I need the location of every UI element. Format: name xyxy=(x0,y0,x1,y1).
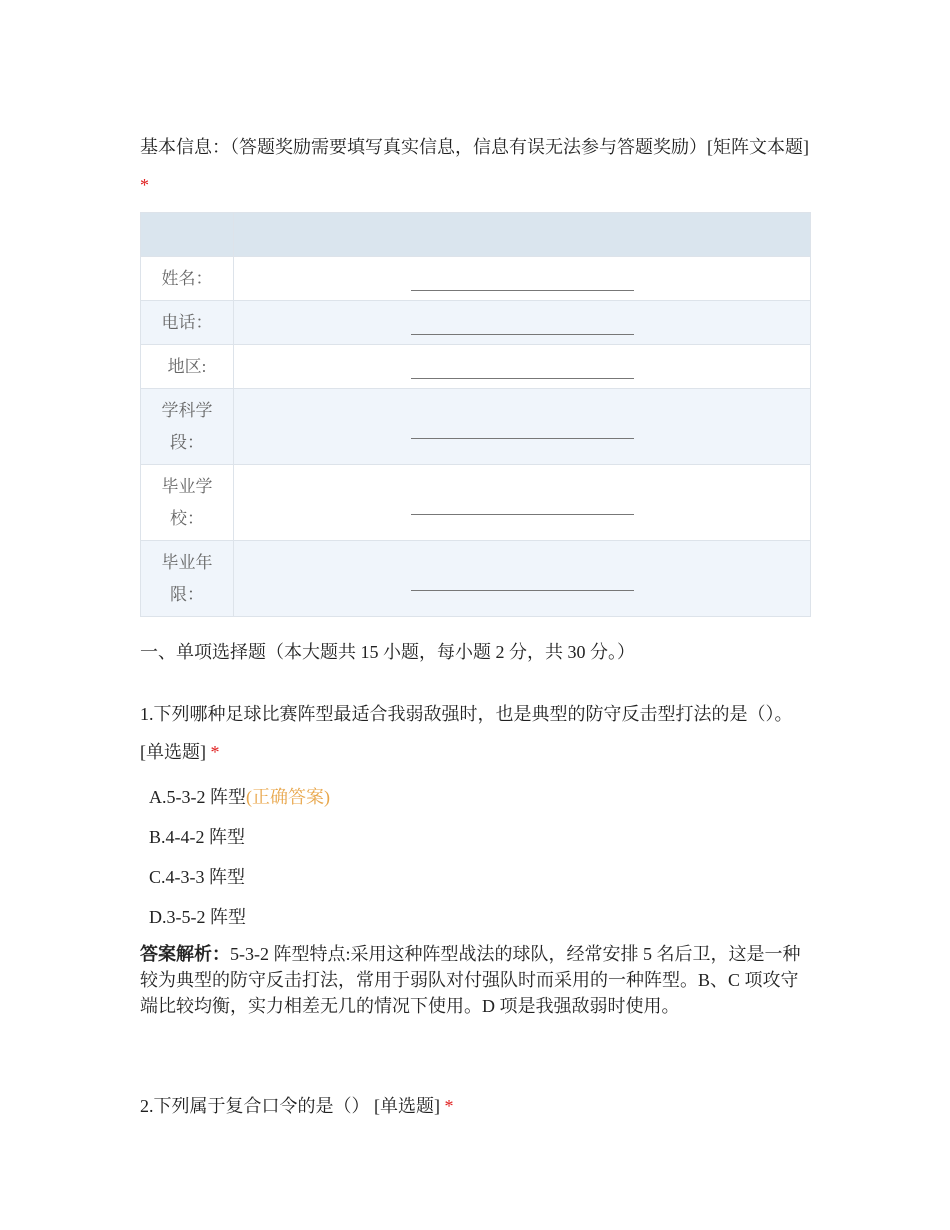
section-title: 一、单项选择题（本大题共 15 小题，每小题 2 分，共 30 分。） xyxy=(140,642,635,662)
option-c-text: C.4-3-3 阵型 xyxy=(149,867,245,887)
matrix-row-region xyxy=(141,345,811,389)
question-1 xyxy=(140,695,812,1019)
option-a-text: A.5-3-2 阵型 xyxy=(149,787,246,807)
matrix-row-label: 电话： xyxy=(141,301,234,345)
name-input[interactable] xyxy=(411,272,634,291)
option-a[interactable] xyxy=(140,777,812,817)
grad-year-input[interactable] xyxy=(411,572,634,591)
matrix-row-phone xyxy=(141,301,811,345)
question-1-options xyxy=(140,777,812,937)
name-input-cell xyxy=(234,257,811,301)
matrix-row-school xyxy=(141,465,811,541)
question-1-title xyxy=(140,695,812,771)
option-d-text: D.3-5-2 阵型 xyxy=(149,907,246,927)
option-b[interactable] xyxy=(140,817,812,857)
required-mark: * xyxy=(140,175,149,195)
matrix-row-label: 毕业年限： xyxy=(141,541,234,617)
option-b-text: B.4-4-2 阵型 xyxy=(149,827,245,847)
school-input[interactable] xyxy=(411,496,634,515)
question-1-title-text: 1.下列哪种足球比赛阵型最适合我弱敌强时，也是典型的防守反击型打法的是（）。 [单选题] xyxy=(140,704,793,762)
matrix-row-label: 毕业学校： xyxy=(141,465,234,541)
question-2 xyxy=(140,1087,812,1125)
basic-info-question-title xyxy=(140,128,812,204)
basic-info-matrix xyxy=(140,212,811,617)
matrix-row-subject xyxy=(141,389,811,465)
phone-input-cell xyxy=(234,301,811,345)
question-2-title-text: 2.下列属于复合口令的是（） [单选题] xyxy=(140,1096,440,1116)
survey-page xyxy=(140,128,812,1125)
subject-input[interactable] xyxy=(411,420,634,439)
option-c[interactable] xyxy=(140,857,812,897)
answer-analysis xyxy=(140,941,812,1019)
required-mark: * xyxy=(444,1096,454,1116)
correct-answer-tag: (正确答案) xyxy=(246,787,330,807)
matrix-header-row xyxy=(141,213,811,257)
grad-year-input-cell xyxy=(234,541,811,617)
region-input[interactable] xyxy=(411,360,634,379)
matrix-row-name xyxy=(141,257,811,301)
phone-input[interactable] xyxy=(411,316,634,335)
matrix-header-cell-input xyxy=(234,213,811,257)
analysis-label: 答案解析： xyxy=(140,944,230,964)
basic-info-title-text: 基本信息：（答题奖励需要填写真实信息，信息有误无法参与答题奖励）[矩阵文本题] xyxy=(140,137,809,157)
matrix-row-label: 姓名： xyxy=(141,257,234,301)
matrix-row-grad-year xyxy=(141,541,811,617)
option-d[interactable] xyxy=(140,897,812,937)
subject-input-cell xyxy=(234,389,811,465)
question-2-title xyxy=(140,1087,812,1125)
matrix-row-label: 地区: xyxy=(141,345,234,389)
analysis-text: 5-3-2 阵型特点:采用这种阵型战法的球队，经常安排 5 名后卫，这是一种较为典型的防守反击打法，常用于弱队对付强队时而采用的一种阵型。B、C 项攻守端比较均衡，实力相差无几的情况下使用。D 项是我强敌弱时使用。 xyxy=(140,944,801,1016)
region-input-cell xyxy=(234,345,811,389)
required-mark: * xyxy=(210,742,220,762)
matrix-header-cell-label xyxy=(141,213,234,257)
matrix-row-label: 学科学段： xyxy=(141,389,234,465)
school-input-cell xyxy=(234,465,811,541)
